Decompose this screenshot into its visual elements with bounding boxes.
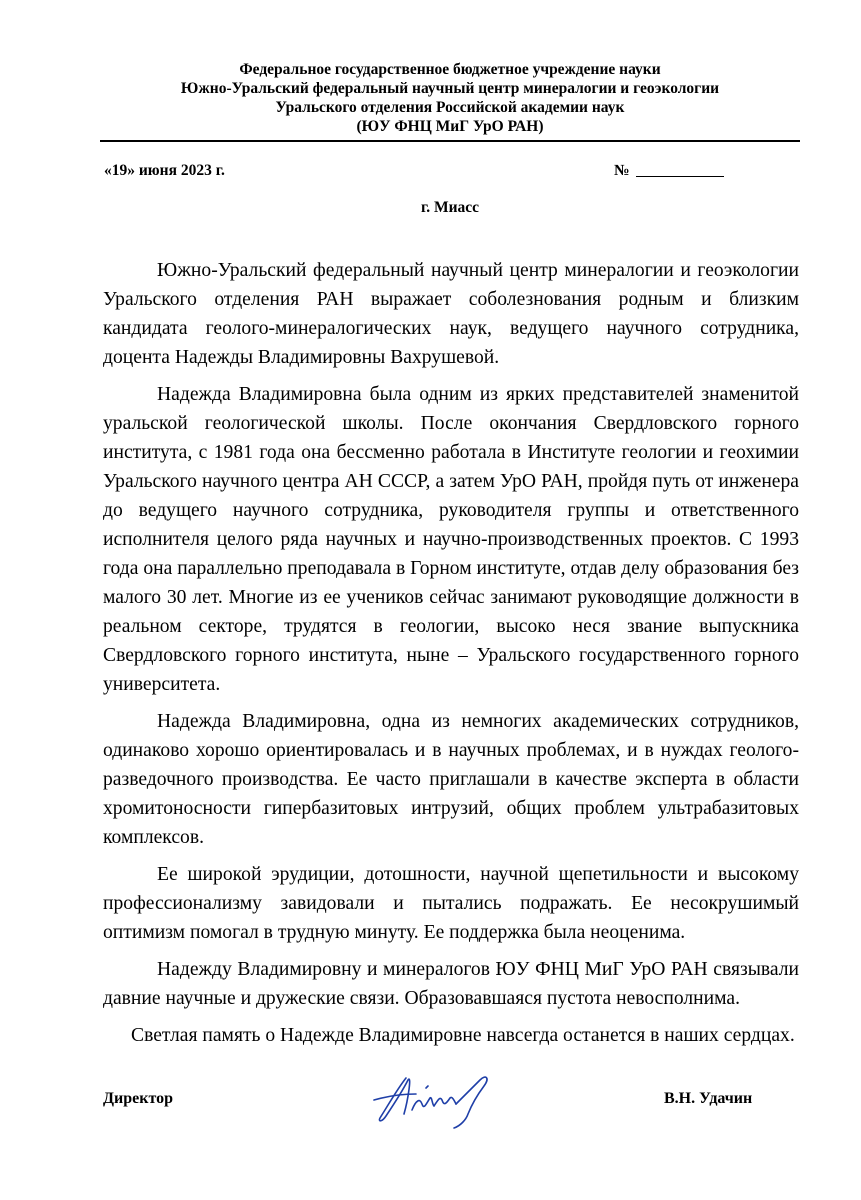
letterhead-divider <box>100 140 800 142</box>
document-number-label: № <box>614 162 630 179</box>
signatory-name: В.Н. Удачин <box>664 1090 753 1107</box>
document-number <box>614 162 724 180</box>
letterhead-line-4: (ЮУ ФНЦ МиГ УрО РАН) <box>356 118 544 135</box>
paragraph-1: Южно-Уральский федеральный научный центр минералогии и геоэкологии Уральского отделения РАН выражает соболезнования родным и близким кандидата геолого-минералогических наук, ведущего научного сотрудника, доцента Надежды Владимировны Вахрушевой. <box>103 260 799 368</box>
paragraph-2: Надежда Владимировна была одним из ярких представителей знаменитой уральской геологической школы. После окончания Свердловского горного института, с 1981 года она бессменно работала в Институте геологии и геохимии Уральского научного центра АН СССР, а затем УрО РАН, пройдя путь от инженера до ведущего научного сотрудника, руководителя группы и ответственного исполнителя целого ряда научных и научно-производственных проектов. С 1993 года она параллельно преподавала в Горном институте, отдав делу образования без малого 30 лет. Многие из ее учеников сейчас занимают руководящие должности в реальном секторе, трудятся в геологии, высоко неся звание выпускника Свердловского горного института, ныне – Уральского государственного горного университета. <box>103 384 799 695</box>
handwritten-signature <box>368 1070 498 1130</box>
closing-line: Светлая память о Надежде Владимировне навсегда останется в наших сердцах. <box>131 1025 795 1046</box>
document-city: г. Миасс <box>420 199 480 216</box>
signatory-title: Директор <box>103 1090 173 1107</box>
letterhead-line-3: Уральского отделения Российской академии наук <box>275 99 625 116</box>
paragraph-5: Надежду Владимировну и минералогов ЮУ ФНЦ МиГ УрО РАН связывали давние научные и дружеские связи. Образовавшаяся пустота невосполнима. <box>103 959 799 1009</box>
letterhead-line-2: Южно-Уральский федеральный научный центр минералогии и геоэкологии <box>180 80 720 97</box>
document-number-blank <box>636 176 724 177</box>
paragraph-3: Надежда Владимировна, одна из немногих академических сотрудников, одинаково хорошо ориентировалась и в научных проблемах, и в нуждах геолого-разведочного производства. Ее часто приглашали в качестве эксперта в области хромитоносности гипербазитовых интрузий, общих проблем ультрабазитовых комплексов. <box>103 711 799 848</box>
document-date: «19» июня 2023 г. <box>104 162 225 179</box>
letterhead <box>100 60 800 136</box>
letterhead-line-1: Федеральное государственное бюджетное учреждение науки <box>239 61 661 78</box>
letter-body <box>103 256 799 1058</box>
paragraph-4: Ее широкой эрудиции, дотошности, научной щепетильности и высокому профессионализму завидовали и пытались подражать. Ее несокрушимый оптимизм помогал в трудную минуту. Ее поддержка была неоценима. <box>103 864 799 943</box>
